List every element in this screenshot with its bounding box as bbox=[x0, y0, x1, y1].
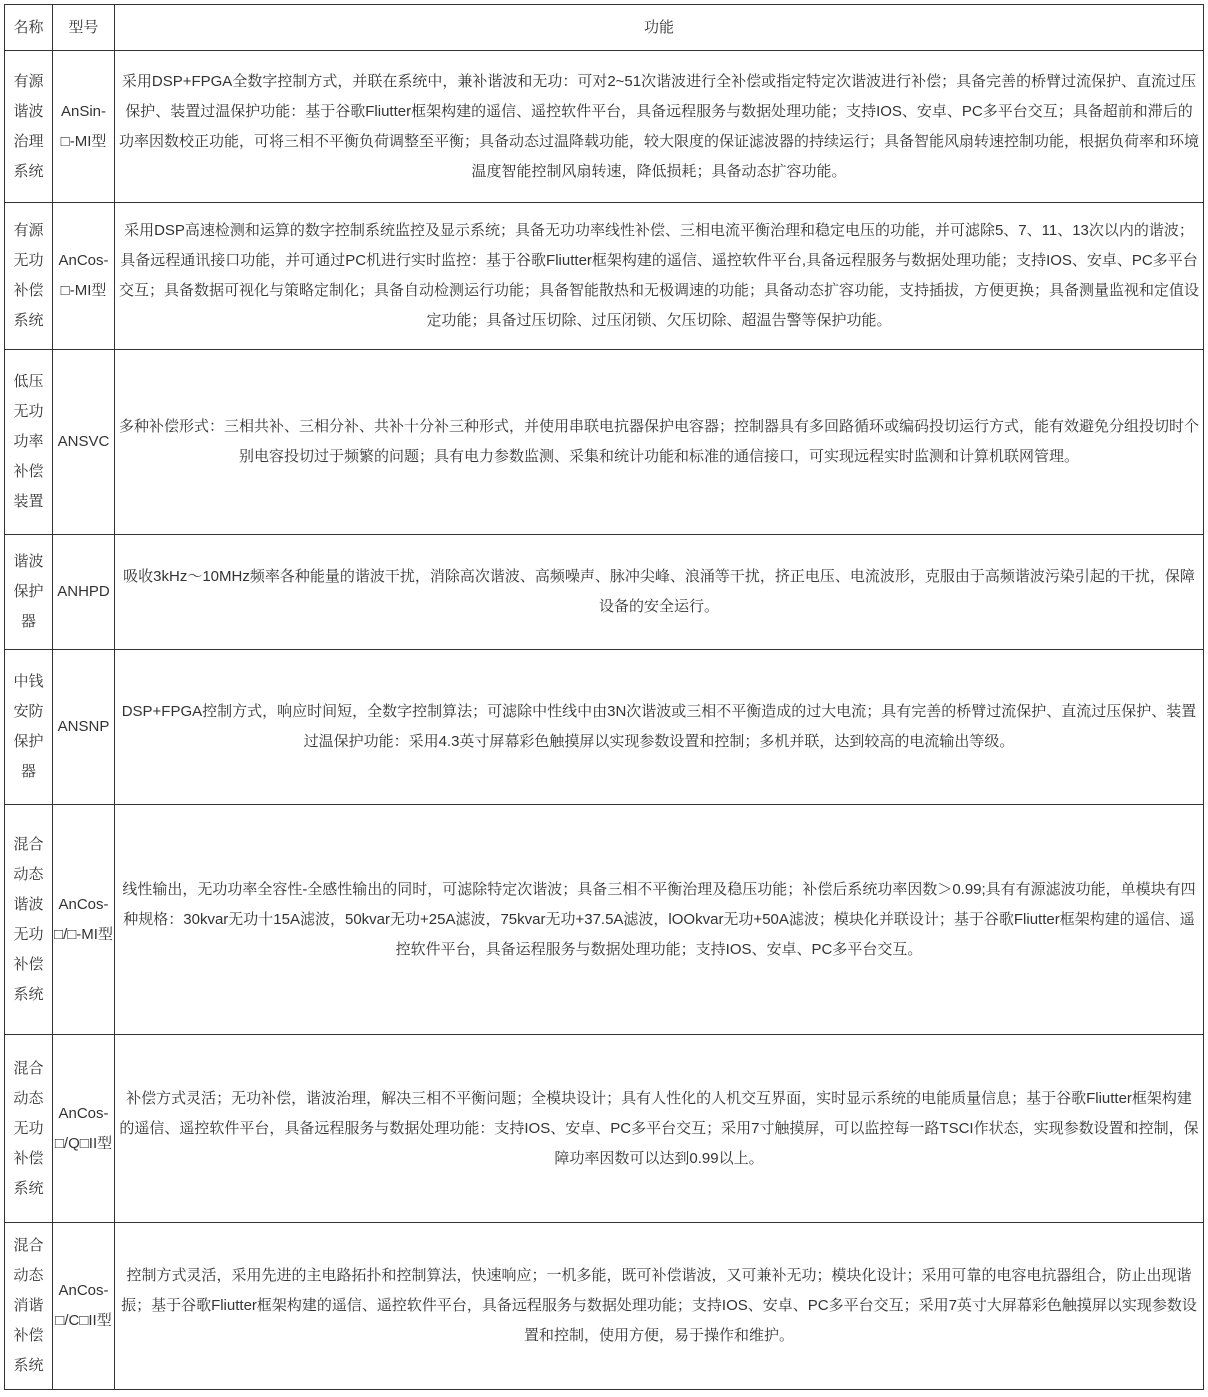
product-model-cell: ANSNP bbox=[53, 650, 115, 805]
table-row bbox=[5, 805, 1204, 1035]
product-model-cell: ANHPD bbox=[53, 535, 115, 650]
product-function-cell: 多种补偿形式：三相共补、三相分补、共补十分补三种形式，并使用串联电抗器保护电容器；控制器具有多回路循环或编码投切运行方式，能有效避免分组投切时个别电容投切过于频繁的问题；具有电力参数监测、采集和统计功能和标准的通信接口，可实现远程实时监测和计算机联网管理。 bbox=[115, 350, 1204, 535]
table-row bbox=[5, 650, 1204, 805]
header-model: 型号 bbox=[53, 5, 115, 51]
product-model-cell: ANSVC bbox=[53, 350, 115, 535]
product-name-cell: 低压无功功率补偿装置 bbox=[5, 350, 53, 535]
table-row bbox=[5, 1035, 1204, 1223]
product-name-cell: 混合动态无功补偿系统 bbox=[5, 1035, 53, 1223]
header-name: 名称 bbox=[5, 5, 53, 51]
document-page bbox=[4, 4, 1204, 1390]
product-name-cell: 混合动态谐波无功补偿系统 bbox=[5, 805, 53, 1035]
product-name-cell: 混合动态消谐补偿系统 bbox=[5, 1223, 53, 1390]
table-row bbox=[5, 1223, 1204, 1390]
product-model-cell: AnCos-□/□-MI型 bbox=[53, 805, 115, 1035]
header-function: 功能 bbox=[115, 5, 1204, 51]
table-row bbox=[5, 203, 1204, 350]
product-function-cell: DSP+FPGA控制方式，响应时间短，全数字控制算法；可滤除中性线中由3N次谐波或三相不平衡造成的过大电流；具有完善的桥臂过流保护、直流过压保护、装置过温保护功能：采用4.3英寸屏幕彩色触摸屏以实现参数设置和控制；多机并联，达到较高的电流输出等级。 bbox=[115, 650, 1204, 805]
product-model-cell: AnCos-□/Q□II型 bbox=[53, 1035, 115, 1223]
product-function-cell: 线性输出，无功功率全容性-全感性输出的同时，可滤除特定次谐波；具备三相不平衡治理及稳压功能；补偿后系统功率因数＞0.99;具有有源滤波功能，单模块有四种规格：30kvar无功十15A滤波，50kvar无功+25A滤波，75kvar无功+37.5A滤波，lOOkvar无功+50A滤波；模块化并联设计；基于谷歌Fliutter框架构建的遥信、遥控软件平台，具备运程服务与数据处理功能；支持IOS、安卓、PC多平台交互。 bbox=[115, 805, 1204, 1035]
table-row bbox=[5, 51, 1204, 203]
product-name-cell: 有源谐波治理系统 bbox=[5, 51, 53, 203]
product-name-cell: 中钱安防保护器 bbox=[5, 650, 53, 805]
product-function-cell: 采用DSP高速检测和运算的数字控制系统监控及显示系统；具备无功功率线性补偿、三相电流平衡治理和稳定电压的功能，并可滤除5、7、11、13次以内的谐波；具备远程通讯接口功能，并可通过PC机进行实时监控：基于谷歌Fliutter框架构建的遥信、遥控软件平台,具备远程服务与数据处理功能；支持IOS、安卓、PC多平台交互；具备数据可视化与策略定制化；具备自动检测运行功能；具备智能散热和无极调速的功能；具备动态扩容功能，支持插拔，方便更换；具备测量监视和定值设定功能；具备过压切除、过压闭锁、欠压切除、超温告警等保护功能。 bbox=[115, 203, 1204, 350]
product-name-cell: 有源无功补偿系统 bbox=[5, 203, 53, 350]
product-function-cell: 控制方式灵活，采用先进的主电路拓扑和控制算法，快速响应；一机多能，既可补偿谐波，又可兼补无功；模块化设计；采用可靠的电容电抗器组合，防止出现谐振；基于谷歌Fliutter框架构建的遥信、遥控软件平台，具备远程服务与数据处理功能；支持IOS、安卓、PC多平台交互；采用7英寸大屏幕彩色触摸屏以实现参数设置和控制，使用方便，易于操作和维护。 bbox=[115, 1223, 1204, 1390]
product-function-table bbox=[4, 4, 1204, 1390]
table-row bbox=[5, 535, 1204, 650]
product-function-cell: 补偿方式灵活；无功补偿，谐波治理，解决三相不平衡问题；全模块设计；具有人性化的人机交互界面，实时显示系统的电能质量信息；基于谷歌Fliutter框架构建的遥信、遥控软件平台，具备远程服务与数据处理功能：支持IOS、安卓、PC多平台交互；采用7寸触摸屏，可以监控每一路TSCI作状态，实现参数设置和控制，保障功率因数可以达到0.99以上。 bbox=[115, 1035, 1204, 1223]
table-row bbox=[5, 350, 1204, 535]
product-model-cell: AnCos-□-MI型 bbox=[53, 203, 115, 350]
product-function-cell: 采用DSP+FPGA全数字控制方式，并联在系统中，兼补谐波和无功：可对2~51次谐波进行全补偿或指定特定次谐波进行补偿；具备完善的桥臂过流保护、直流过压保护、装置过温保护功能：基于谷歌Fliutter框架构建的遥信、遥控软件平台，具备远程服务与数据处理功能；支持IOS、安卓、PC多平台交互；具备超前和滞后的功率因数校正功能，可将三相不平衡负荷调整至平衡；具备动态过温降载功能，较大限度的保证滤波器的持续运行；具备智能风扇转速控制功能，根据负荷率和环境温度智能控制风扇转速，降低损耗；具备动态扩容功能。 bbox=[115, 51, 1204, 203]
product-function-cell: 吸收3kHz〜10MHz频率各种能量的谐波干扰，消除高次谐波、高频噪声、脉冲尖峰、浪涌等干扰，挤正电压、电流波形，克服由于高频谐波污染引起的干扰，保障设备的安全运行。 bbox=[115, 535, 1204, 650]
product-model-cell: AnSin-□-MI型 bbox=[53, 51, 115, 203]
product-model-cell: AnCos-□/C□II型 bbox=[53, 1223, 115, 1390]
table-header-row bbox=[5, 5, 1204, 51]
product-name-cell: 谐波保护器 bbox=[5, 535, 53, 650]
